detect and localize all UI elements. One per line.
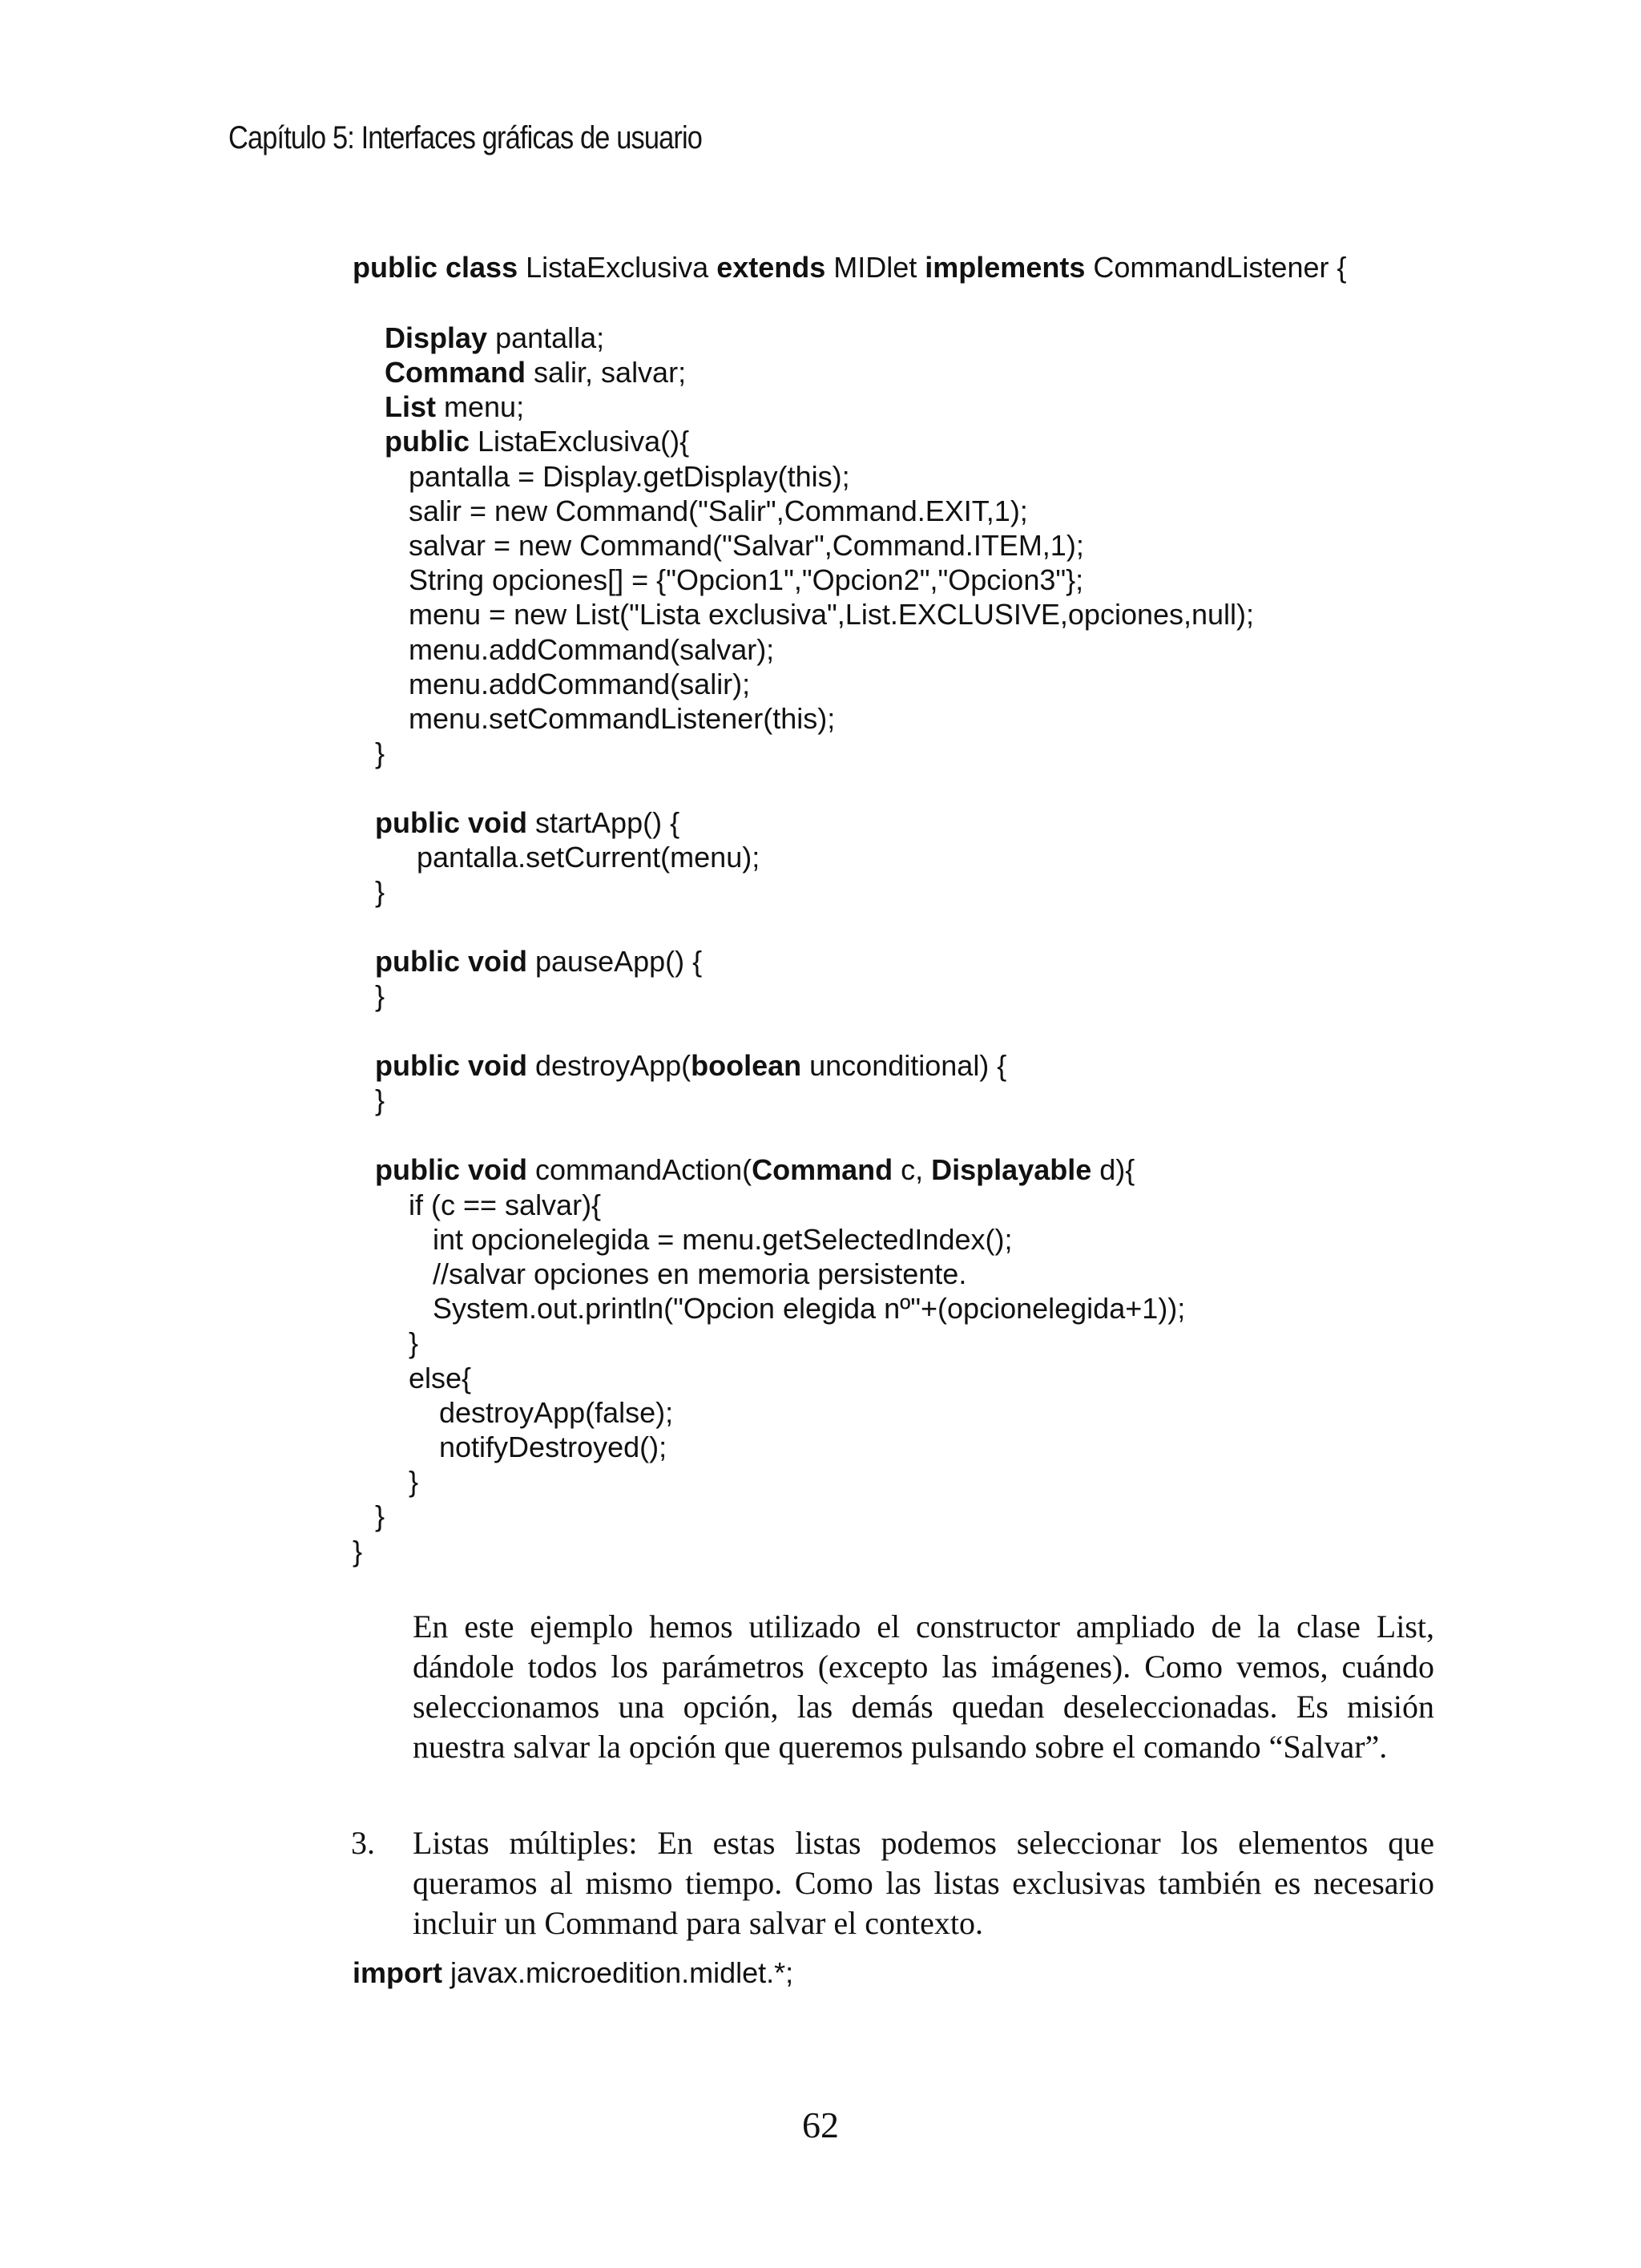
- code-text: d){: [1091, 1153, 1135, 1186]
- code-line: [375, 1152, 1135, 1188]
- code-keyword: public: [385, 425, 470, 458]
- code-line: [433, 1222, 1012, 1257]
- code-keyword: Displayable: [931, 1153, 1092, 1186]
- code-line: [409, 494, 1028, 529]
- code-text: c,: [893, 1153, 932, 1186]
- code-keyword: public void: [375, 945, 528, 978]
- code-line: [385, 321, 604, 356]
- code-text: if (c == salvar){: [409, 1188, 602, 1221]
- code-line: [375, 736, 385, 771]
- code-line: [375, 944, 702, 979]
- code-line: [409, 632, 774, 668]
- code-line: [353, 1955, 793, 1991]
- code-text: destroyApp(: [527, 1049, 691, 1082]
- code-line: [385, 389, 524, 425]
- code-line: [409, 1188, 601, 1223]
- code-text: menu;: [436, 390, 525, 423]
- code-line: [375, 1048, 1006, 1084]
- code-line: [375, 1499, 385, 1534]
- code-keyword: public void: [375, 1049, 528, 1082]
- code-text: menu.addCommand(salvar);: [409, 633, 775, 666]
- page-number: 62: [802, 2105, 839, 2145]
- code-line: [375, 979, 385, 1014]
- code-text: menu.addCommand(salir);: [409, 668, 751, 700]
- code-text: String opciones[] = {"Opcion1","Opcion2","Opcion3"};: [409, 563, 1084, 596]
- code-line: [353, 1534, 362, 1569]
- code-text: pantalla.setCurrent(menu);: [417, 841, 760, 874]
- code-line: [433, 1291, 1185, 1326]
- code-text: destroyApp(false);: [439, 1396, 674, 1429]
- list-item-text: Listas múltiples: En estas listas podemos seleccionar los elementos que queramos al mismo tiempo. Como las listas exclusivas también es necesario incluir un Command para salvar el contexto.: [413, 1825, 1434, 1941]
- code-line: [385, 424, 689, 459]
- code-text: pantalla;: [487, 321, 605, 354]
- code-text: salvar = new Command("Salvar",Command.ITEM,1);: [409, 529, 1084, 562]
- code-keyword: public void: [375, 1153, 528, 1186]
- code-keyword: import: [353, 1956, 442, 1989]
- code-text: CommandListener {: [1085, 251, 1347, 284]
- code-text: ListaExclusiva(){: [470, 425, 690, 458]
- code-text: startApp() {: [527, 806, 680, 839]
- code-line: [409, 1326, 418, 1361]
- code-keyword: Command: [385, 356, 526, 389]
- code-text: pantalla = Display.getDisplay(this);: [409, 460, 850, 493]
- code-text: }: [375, 1499, 385, 1532]
- code-text: ListaExclusiva: [518, 251, 717, 284]
- code-line: [409, 701, 835, 736]
- code-text: menu.setCommandListener(this);: [409, 702, 836, 735]
- code-keyword: Command: [752, 1153, 893, 1186]
- code-line: [409, 667, 750, 702]
- code-text: salir, salvar;: [526, 356, 687, 389]
- code-line: [409, 528, 1084, 563]
- page-header: Capítulo 5: Interfaces gráficas de usuario: [228, 120, 703, 155]
- code-keyword: List: [385, 390, 437, 423]
- code-text: }: [375, 736, 385, 769]
- code-line: [409, 1361, 471, 1396]
- code-line: [409, 1464, 418, 1499]
- code-text: }: [375, 1084, 385, 1116]
- code-keyword: implements: [925, 251, 1086, 284]
- code-text: menu = new List("Lista exclusiva",List.EXCLUSIVE,opciones,null);: [409, 598, 1255, 631]
- code-line: [385, 355, 686, 390]
- code-text: pauseApp() {: [527, 945, 703, 978]
- code-text: else{: [409, 1362, 472, 1394]
- code-text: notifyDestroyed();: [439, 1431, 667, 1463]
- code-text: MIDlet: [825, 251, 925, 284]
- code-text: int opcionelegida = menu.getSelectedIndex();: [433, 1223, 1013, 1256]
- code-line: [375, 805, 679, 841]
- code-text: System.out.println("Opcion elegida nº"+(opcionelegida+1));: [433, 1292, 1186, 1325]
- code-keyword: extends: [716, 251, 826, 284]
- code-line: [417, 840, 760, 875]
- code-text: salir = new Command("Salir",Command.EXIT,1);: [409, 494, 1028, 527]
- code-line: [439, 1395, 673, 1431]
- code-line: [375, 874, 385, 910]
- code-text: commandAction(: [527, 1153, 752, 1186]
- code-line: [409, 459, 850, 494]
- code-text: unconditional) {: [801, 1049, 1007, 1082]
- code-text: }: [375, 875, 385, 908]
- code-keyword: boolean: [691, 1049, 802, 1082]
- code-line: [409, 597, 1254, 632]
- code-line: [439, 1430, 667, 1465]
- code-keyword: public class: [353, 251, 518, 284]
- code-text: }: [409, 1326, 419, 1359]
- code-text: }: [353, 1535, 363, 1568]
- code-keyword: public void: [375, 806, 528, 839]
- code-text: }: [375, 979, 385, 1012]
- code-line: [409, 563, 1083, 598]
- list-item-number: 3.: [351, 1825, 375, 1861]
- code-line: [433, 1257, 966, 1292]
- code-line: [375, 1083, 385, 1118]
- code-keyword: Display: [385, 321, 488, 354]
- code-line: [353, 250, 1347, 285]
- code-text: javax.microedition.midlet.*;: [442, 1956, 794, 1989]
- code-text: }: [409, 1465, 419, 1498]
- code-text: //salvar opciones en memoria persistente.: [433, 1257, 967, 1290]
- body-paragraph: En este ejemplo hemos utilizado el constructor ampliado de la clase List, dándole todos los parámetros (excepto las imágenes). Como vemos, cuándo seleccionamos una opción, las demás quedan deseleccionadas. Es misión nuestra salvar la opción que queremos pulsando sobre el comando “Salvar”.: [413, 1608, 1434, 1765]
